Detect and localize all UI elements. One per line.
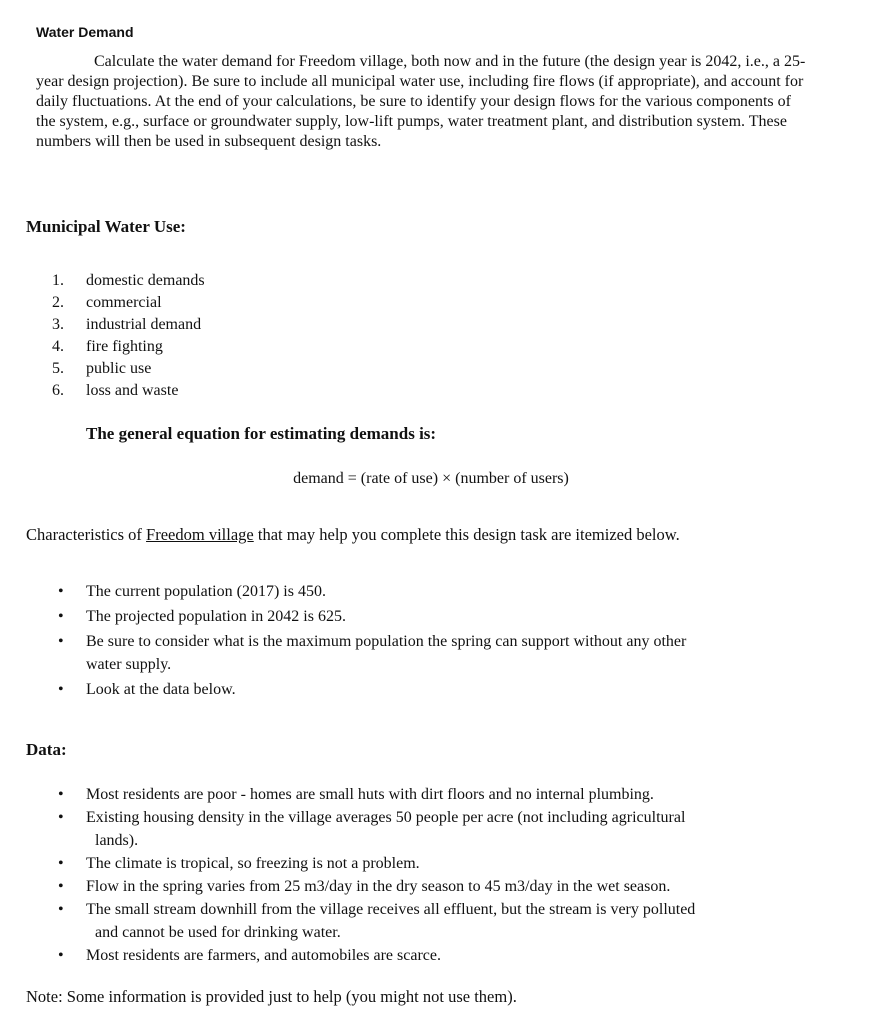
bullet-icon: • [58,681,64,698]
municipal-use-list [52,270,205,402]
page-heading: Water Demand [36,24,134,40]
equation-title: The general equation for estimating demands is: [86,424,437,443]
list-item: • The climate is tropical, so freezing is not a problem. [52,852,796,875]
list-item: • Existing housing density in the village averages 50 people per acre (not including agricultural lands). [52,806,796,852]
demand-equation: demand = (rate of use) × (number of users) [293,470,569,487]
data-list [52,783,796,967]
list-item: • The current population (2017) is 450. [52,580,796,603]
data-title: Data: [26,740,67,759]
bullet-icon: • [58,633,64,650]
list-item: • Flow in the spring varies from 25 m3/day in the dry season to 45 m3/day in the wet season. [52,875,796,898]
footnote: Note: Some information is provided just to help (you might not use them). [26,987,517,1006]
bullet-icon: • [58,878,64,895]
list-item: • Most residents are poor - homes are small huts with dirt floors and no internal plumbing. [52,783,796,806]
bullet-icon: • [58,608,64,625]
list-item: 5. public use [52,360,152,377]
bullet-icon: • [58,809,64,826]
list-item: • The projected population in 2042 is 625. [52,605,796,628]
list-item: 2. commercial [52,294,162,311]
list-item: 3. industrial demand [52,316,202,333]
list-item: 1. domestic demands [52,272,205,289]
municipal-title: Municipal Water Use: [26,217,186,236]
freedom-village-link: Freedom village [146,525,254,544]
list-item: • Be sure to consider what is the maximum population the spring can support without any other water supply. [52,630,796,676]
bullet-icon: • [58,855,64,872]
list-item: • The small stream downhill from the village receives all effluent, but the stream is very polluted and cannot be used for drinking water. [52,898,796,944]
characteristics-list [52,580,796,701]
list-item: • Most residents are farmers, and automobiles are scarce. [52,944,796,967]
intro-paragraph: Calculate the water demand for Freedom village, both now and in the future (the design year is 2042, i.e., a 25-year design projection). Be sure to include all municipal water use, including fire flows (if appropriate), and account for daily fluctuations. At the end of your calculations, be sure to identify your design flows for the various components of the system, e.g., surface or groundwater supply, low-lift pumps, water treatment plant, and distribution system. These numbers will then be used in subsequent design tasks. [36,53,806,150]
bullet-icon: • [58,947,64,964]
bullet-icon: • [58,786,64,803]
list-item: 6. loss and waste [52,382,179,399]
characteristics-intro: Characteristics of Freedom village that may help you complete this design task are itemized below. [26,525,680,544]
list-item: • Look at the data below. [52,678,796,701]
list-item: 4. fire fighting [52,338,163,355]
bullet-icon: • [58,901,64,918]
bullet-icon: • [58,583,64,600]
